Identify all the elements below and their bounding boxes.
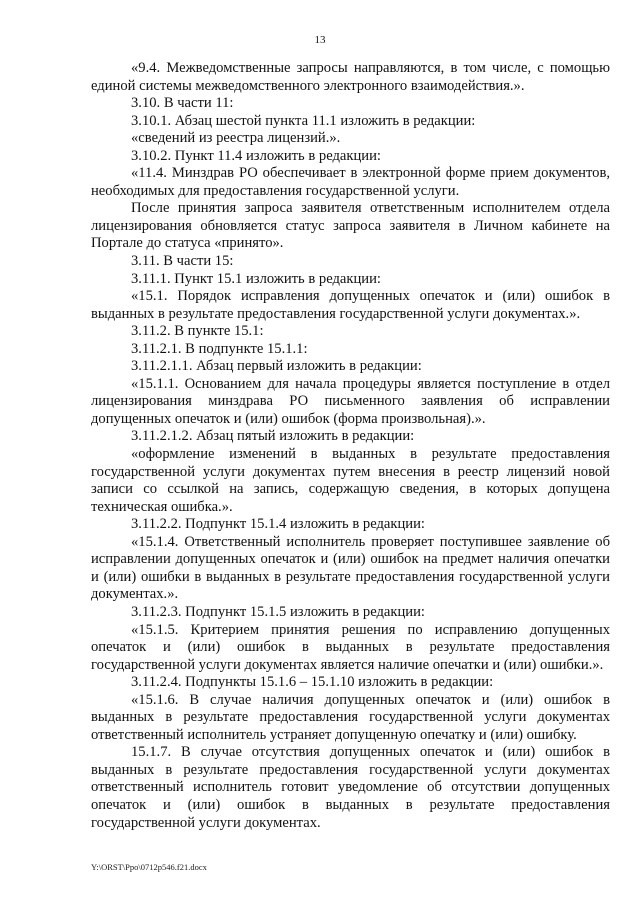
paragraph: 3.11. В части 15: [131,253,234,270]
paragraph: «15.1.6. В случае наличия допущенных опечаток и (или) ошибок в выданных в результате предоставления государственной услуги документах ответственный исполнитель устраняет допущенную опечатку и (или) ошибку. [91,691,610,743]
paragraph: «15.1.1. Основанием для начала процедуры является поступление в отдел лицензирования минздрава РО письменного заявления об исправлении допущенных опечаток и (или) ошибок (форма произвольная).». [91,375,610,427]
paragraph: «15.1. Порядок исправления допущенных опечаток и (или) ошибок в выданных в результате предоставления государственной услуги документах.». [91,288,610,322]
paragraph: «15.1.5. Критерием принятия решения по исправлению допущенных опечаток и (или) ошибок в выданных в результате предоставления государственной услуги документах является наличие опечатки и (или) ошибки.». [91,621,610,673]
paragraph: 3.11.2.4. Подпункты 15.1.6 – 15.1.10 изложить в редакции: [131,674,494,691]
page-number: 13 [314,34,326,46]
paragraph: 3.10. В части 11: [131,95,234,112]
paragraph: «11.4. Минздрав РО обеспечивает в электронной форме прием документов, необходимых для предоставления государственной услуги. [91,165,610,199]
paragraph: 3.11.1. Пункт 15.1 изложить в редакции: [131,270,381,287]
paragraph: «оформление изменений в выданных в результате предоставления государственной услуги документах путем внесения в реестр лицензий новой записи со ссылкой на запись, содержащую сведения, в которых допущена техническая ошибка.». [91,446,610,515]
paragraph: 3.11.2.1.2. Абзац пятый изложить в редакции: [131,428,415,445]
paragraph: После принятия запроса заявителя ответственным исполнителем отдела лицензирования обновляется статус запроса заявителя в Личном кабинете на Портале до статуса «принято». [91,200,610,252]
footer-file-path: Y:\ORST\Ppo\0712p546.f21.docx [91,862,207,872]
paragraph: «15.1.4. Ответственный исполнитель проверяет поступившее заявление об исправлении допущенных опечаток и (или) ошибок на предмет наличия опечатки и (или) ошибки в выданных в результате предоставления государственной услуги документах.». [91,533,610,603]
paragraph: «9.4. Межведомственные запросы направляются, в том числе, с помощью единой системы межведомственного электронного взаимодействия.». [91,60,610,94]
paragraph: 3.10.2. Пункт 11.4 изложить в редакции: [131,147,381,164]
paragraph: 3.11.2.2. Подпункт 15.1.4 изложить в редакции: [131,516,425,533]
paragraph: 15.1.7. В случае отсутствия допущенных опечаток и (или) ошибок в выданных в результате предоставления государственной услуги документах ответственный исполнитель готовит уведомление об отсутствии допущенных опечаток и (или) ошибок в выданных в результате предоставления государственной услуги документах. [91,744,610,831]
paragraph: 3.11.2. В пункте 15.1: [131,323,264,340]
paragraph: 3.10.1. Абзац шестой пункта 11.1 изложить в редакции: [131,112,476,129]
paragraph: 3.11.2.1. В подпункте 15.1.1: [131,340,308,357]
paragraph: 3.11.2.3. Подпункт 15.1.5 изложить в редакции: [131,603,425,620]
paragraph: «сведений из реестра лицензий.». [131,130,341,147]
paragraph: 3.11.2.1.1. Абзац первый изложить в редакции: [131,358,422,375]
document-body [91,60,610,832]
